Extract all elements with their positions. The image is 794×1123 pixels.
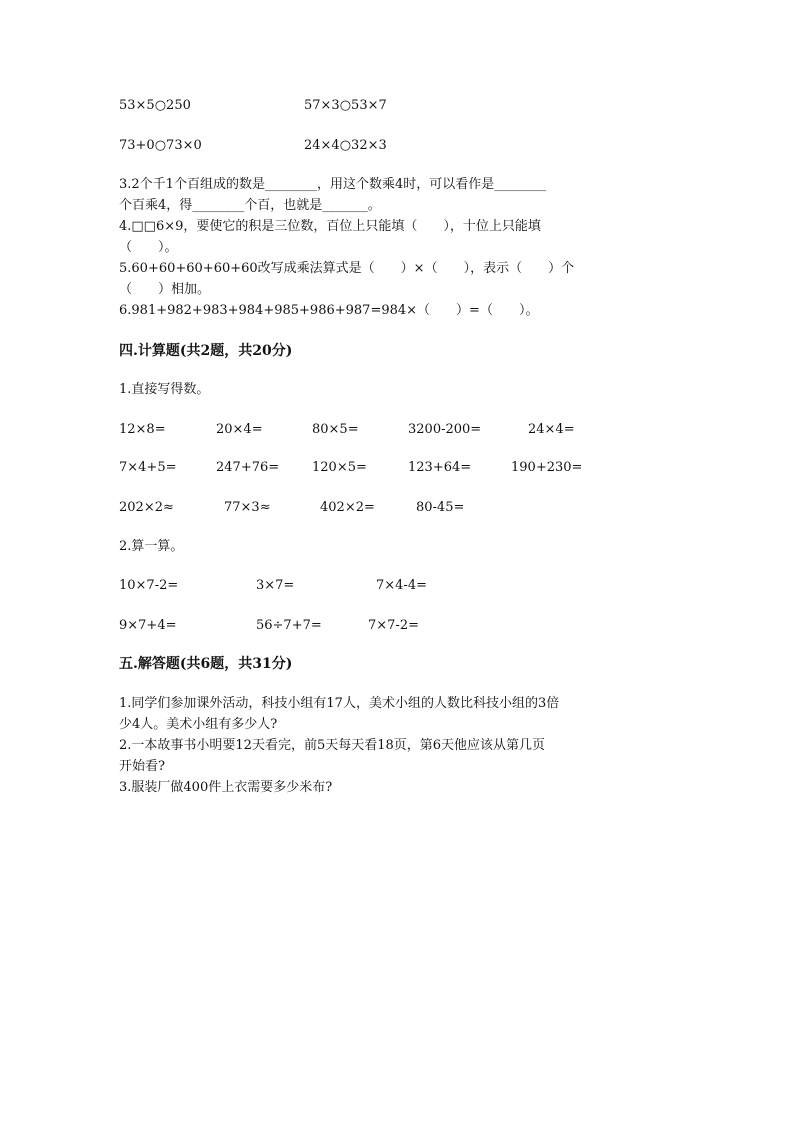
calc-item: 120×5= [312, 460, 367, 475]
section-4-title: 四.计算题(共2题，共20分) [119, 343, 293, 359]
calc-item: 3×7= [256, 578, 295, 593]
calc-item: 7×7-2= [368, 618, 419, 633]
question-5-line-2: （ ）相加。 [119, 282, 211, 297]
question-4-line-1: 4.□□6×9，要使它的积是三位数，百位上只能填（ ），十位上只能填 [119, 219, 541, 234]
calc-item: 24×4= [528, 422, 575, 437]
question-5-line-1: 5.60+60+60+60+60改写成乘法算式是（ ）×（ ），表示（ ）个 [119, 261, 575, 276]
calc-item: 10×7-2= [119, 578, 179, 593]
section-5-title: 五.解答题(共6题，共31分) [119, 656, 293, 672]
calc-item: 402×2= [320, 500, 375, 515]
word-problem-line: 1.同学们参加课外活动，科技小组有17人，美术小组的人数比科技小组的3倍 [119, 696, 560, 711]
calc-item: 80-45= [416, 500, 465, 515]
calc-item: 77×3≈ [224, 500, 271, 515]
calc-item: 3200-200= [408, 422, 482, 437]
calc-item: 12×8= [119, 422, 166, 437]
question-3-line-1: 3.2个千1个百组成的数是________，用这个数乘4时，可以看作是________ [119, 177, 547, 192]
calc-item: 9×7+4= [119, 618, 177, 633]
question-3-line-2: 个百乘4，得________个百，也就是_______。 [119, 198, 381, 213]
calc-item: 80×5= [312, 422, 359, 437]
calc-item: 202×2≈ [119, 500, 174, 515]
compare-item: 53×5○250 [119, 98, 191, 113]
calc-item: 190+230= [511, 460, 583, 475]
calc-item: 123+64= [408, 460, 472, 475]
calc-item: 247+76= [216, 460, 280, 475]
calc-item: 20×4= [216, 422, 263, 437]
word-problem-line: 少4人。美术小组有多少人? [119, 717, 278, 732]
word-problem-line: 开始看? [119, 759, 165, 774]
compare-item: 73+0○73×0 [119, 138, 202, 153]
calc-item: 7×4-4= [376, 578, 427, 593]
compare-item: 24×4○32×3 [304, 138, 387, 153]
question-6: 6.981+982+983+984+985+986+987=984×（ ）=（ ）。 [119, 303, 539, 318]
question-4-line-2: （ ）。 [119, 240, 178, 255]
word-problem-line: 3.服装厂做400件上衣需要多少米布? [119, 780, 333, 795]
calc-item: 56÷7+7= [256, 618, 322, 633]
section-4-q1-title: 1.直接写得数。 [119, 382, 210, 397]
calc-item: 7×4+5= [119, 460, 177, 475]
word-problem-line: 2.一本故事书小明要12天看完，前5天每天看18页，第6天他应该从第几页 [119, 738, 546, 753]
compare-item: 57×3○53×7 [304, 98, 387, 113]
section-4-q2-title: 2.算一算。 [119, 539, 184, 554]
